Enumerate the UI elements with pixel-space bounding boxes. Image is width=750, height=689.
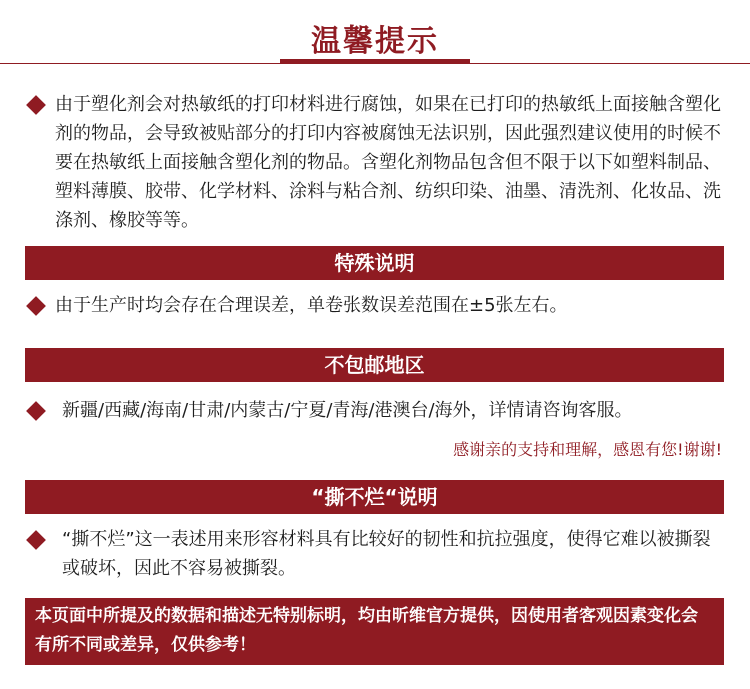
special-notes-text: 由于生产时均会存在合理误差，单卷张数误差范围在±5张左右。 bbox=[55, 295, 568, 316]
diamond-bullet-icon bbox=[26, 95, 46, 115]
title-underline bbox=[280, 59, 470, 64]
no-free-shipping-text: 新疆/西藏/海南/甘肃/内蒙古/宁夏/青海/港澳台/海外，详情请咨询客服。 bbox=[62, 400, 633, 421]
disclaimer-text: 本页面中所提及的数据和描述无特别标明，均由昕维官方提供，因使用者客观因素变化会有所不同或差异，仅供参考！ bbox=[35, 606, 698, 655]
tear-resistant-heading: “撕不烂“说明 bbox=[25, 480, 724, 514]
intro-paragraph: 由于塑化剂会对热敏纸的打印材料进行腐蚀，如果在已打印的热敏纸上面接触含塑化剂的物品，会导致被贴部分的打印内容被腐蚀无法识别，因此强烈建议使用的时候不要在热敏纸上面接触含塑化剂的物品。含塑化剂物品包含但不限于以下如塑料制品、塑料薄膜、胶带、化学材料、涂料与粘合剂、纺织印染、油墨、清洗剂、化妆品、洗涤剂、橡胶等等。 bbox=[55, 94, 721, 231]
header bbox=[0, 0, 750, 70]
diamond-bullet-icon bbox=[26, 530, 46, 550]
page-title: 温馨提示 bbox=[311, 24, 439, 59]
disclaimer-box bbox=[25, 598, 724, 665]
tear-resistant-text: “撕不烂”这一表述用来形容材料具有比较好的韧性和抗拉强度，使得它难以被撕裂或破坏，因此不容易被撕裂。 bbox=[62, 529, 711, 579]
special-notes-heading: 特殊说明 bbox=[25, 246, 724, 280]
no-free-shipping-heading: 不包邮地区 bbox=[25, 348, 724, 382]
diamond-bullet-icon bbox=[26, 401, 46, 421]
diamond-bullet-icon bbox=[26, 296, 46, 316]
thanks-note: 感谢亲的支持和理解，感恩有您!谢谢! bbox=[453, 440, 722, 459]
